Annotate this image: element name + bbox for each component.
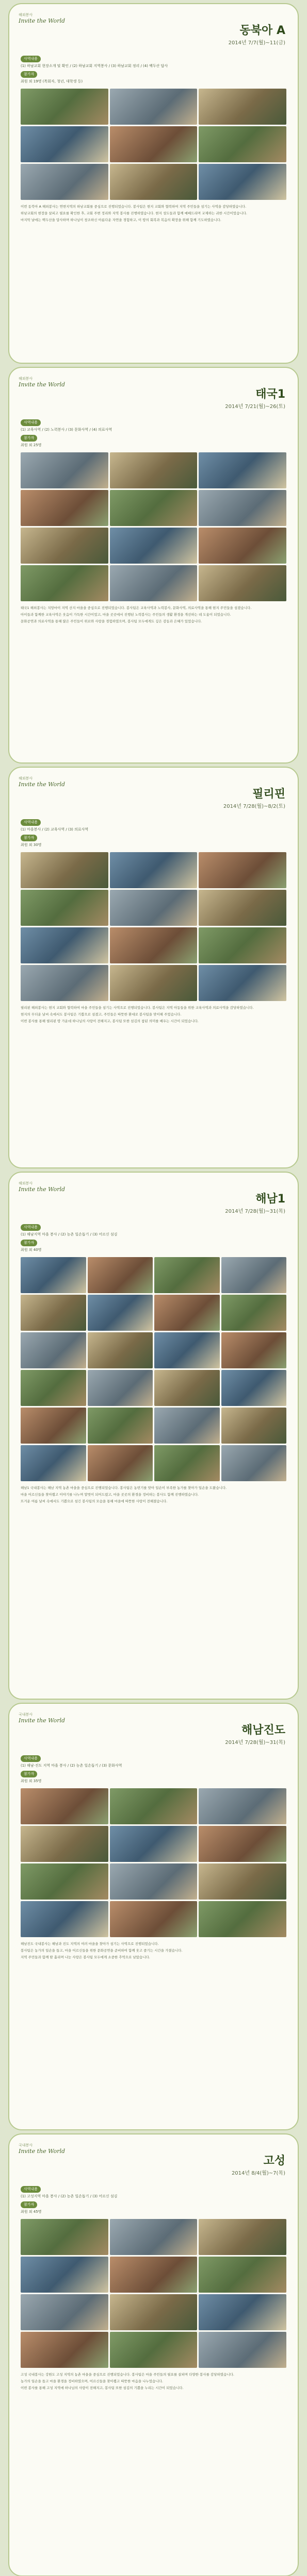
section-info	[21, 2184, 286, 2215]
brand-logo	[19, 1181, 65, 1193]
photo	[221, 1257, 287, 1293]
photo	[199, 1826, 286, 1862]
participants-text: 최원 외 35명	[21, 1779, 42, 1783]
photo	[21, 1863, 108, 1900]
photo	[21, 1295, 86, 1331]
photo	[199, 2294, 286, 2330]
section-title: 해남진도	[241, 1724, 285, 1737]
photo	[199, 852, 286, 888]
section-card	[8, 367, 299, 764]
section-date: 2014년 7/28(월)~31(목)	[225, 1740, 285, 1745]
brand-sub: 국내봉사	[19, 1713, 33, 1717]
section-date: 2014년 7/21(월)~26(토)	[225, 404, 285, 410]
photo	[110, 965, 198, 1001]
photo	[199, 890, 286, 926]
participants-tag: 참가자	[21, 71, 37, 78]
section-date: 2014년 7/28(월)~31(목)	[225, 1209, 285, 1214]
photo	[21, 490, 108, 526]
photo	[21, 1370, 86, 1406]
photo	[21, 965, 108, 1001]
photo	[110, 126, 198, 162]
photo	[110, 528, 198, 564]
brand-text: Invite the World	[19, 781, 66, 788]
photo	[110, 1788, 198, 1824]
photo	[199, 927, 286, 963]
activities-tag: 사역내용	[21, 56, 41, 62]
body-paragraph: 마지막 날에는 백두산을 답사하며 하나님이 창조하신 아름다운 자연을 경험하고, 이 땅의 회복과 복음의 확장을 위해 함께 기도하였습니다.	[21, 218, 221, 222]
section-body	[21, 605, 286, 624]
participants-tag: 참가자	[21, 1240, 37, 1246]
section-info	[21, 1753, 286, 1784]
participants-text: 최원 외 45명	[21, 2210, 42, 2214]
brand-logo	[19, 376, 65, 388]
photo	[199, 1901, 286, 1937]
photo-grid	[21, 1788, 286, 1937]
brand-sub: 해외봉사	[19, 13, 33, 17]
section-card	[8, 3, 299, 364]
photo	[21, 927, 108, 963]
photo	[110, 2332, 198, 2368]
photo	[199, 452, 286, 488]
photo	[21, 2332, 108, 2368]
photo	[154, 1295, 220, 1331]
section-body	[21, 1941, 286, 1960]
photo-grid	[21, 1257, 286, 1481]
photo	[154, 1370, 220, 1406]
photo	[110, 452, 198, 488]
page	[0, 3, 307, 2576]
activities-tag: 사역내용	[21, 2186, 41, 2193]
photo	[221, 1295, 287, 1331]
brand-sub: 해외봉사	[19, 1181, 33, 1185]
photo	[110, 2294, 198, 2330]
brand-sub: 해외봉사	[19, 776, 33, 781]
brand-text: Invite the World	[19, 381, 66, 388]
section-card	[8, 1703, 299, 2130]
photo	[154, 1257, 220, 1293]
photo	[110, 890, 198, 926]
section-card	[8, 1172, 299, 1700]
participants-tag: 참가자	[21, 1771, 37, 1777]
brand-logo	[19, 2143, 65, 2155]
body-paragraph: 이번 봉사를 통해 고성 지역에 하나님의 사랑이 전해지고, 봉사팀 또한 섬김의 기쁨을 누리는 시간이 되었습니다.	[21, 2386, 184, 2390]
activities-text: (1) 하남교회 현장소개 및 확인 / (2) 하남교회 지역봉사 / (3) 하남교회 정리 / (4) 백두산 답사	[21, 64, 168, 68]
photo	[221, 1445, 287, 1481]
body-paragraph: 이번 동북아 A 해외봉사는 연변지역의 하남교회를 중심으로 진행되었습니다. 봉사팀은 현지 교회와 협력하여 지역 주민들을 섬기는 사역을 감당하였습니다.	[21, 205, 247, 209]
photo	[21, 1332, 86, 1368]
photo-grid	[21, 452, 286, 601]
activities-text: (1) 해남지역 마을 봉사 / (2) 농촌 일손돕기 / (3) 어르신 섬김	[21, 1232, 118, 1236]
section-date: 2014년 7/28(월)~8/2(토)	[223, 804, 285, 809]
activities-tag: 사역내용	[21, 819, 41, 826]
section-header	[9, 368, 298, 417]
body-paragraph: 이번 봉사를 통해 필리핀 땅 가운데 하나님의 사랑이 전해지고, 봉사팀 또한 섬김의 참된 의미를 배우는 시간이 되었습니다.	[21, 1019, 199, 1023]
photo-grid	[21, 89, 286, 200]
section-title: 해남1	[255, 1193, 285, 1206]
section-info	[21, 417, 286, 448]
photo	[110, 1863, 198, 1900]
brand-text: Invite the World	[19, 18, 66, 24]
photo	[88, 1408, 153, 1444]
activities-tag: 사역내용	[21, 1755, 41, 1762]
photo	[199, 528, 286, 564]
section-info	[21, 54, 286, 84]
body-paragraph: 해남진도 국내봉사는 해남과 진도 지역의 여러 마을을 찾아가 섬기는 사역으로 진행되었습니다.	[21, 1942, 159, 1946]
photo	[21, 1257, 86, 1293]
body-paragraph: 아이들과 함께한 교육사역은 웃음이 가득한 시간이었고, 마을 곳곳에서 진행된 노력봉사는 주민들의 생활 환경을 개선하는 데 도움이 되었습니다.	[21, 613, 231, 617]
photo	[199, 1788, 286, 1824]
photo	[21, 164, 108, 200]
photo	[21, 89, 108, 125]
photo	[199, 565, 286, 601]
activities-text: (1) 교육사역 / (2) 노력봉사 / (3) 문화사역 / (4) 의료사역	[21, 428, 112, 432]
participants-text: 최원 외 30명	[21, 843, 42, 847]
photo	[221, 1370, 287, 1406]
photo	[21, 890, 108, 926]
photo	[221, 1332, 287, 1368]
photo	[110, 89, 198, 125]
section-header	[9, 1704, 298, 1753]
section-info	[21, 817, 286, 848]
activities-tag: 사역내용	[21, 1224, 41, 1231]
section-header	[9, 768, 298, 817]
photo	[21, 126, 108, 162]
body-paragraph: 필리핀 해외봉사는 현지 교회와 협력하여 마을 주민들을 섬기는 사역으로 진행되었습니다. 봉사팀은 지역 아동들을 위한 교육사역과 의료사역을 감당하였습니다.	[21, 1006, 254, 1010]
photo	[199, 89, 286, 125]
photo-grid	[21, 852, 286, 1001]
section-header	[9, 2134, 298, 2184]
participants-text: 최원 외 19명 (목회자, 청년, 대학생 등)	[21, 79, 83, 83]
photo	[21, 2219, 108, 2255]
photo	[110, 1901, 198, 1937]
section-header	[9, 1173, 298, 1222]
photo	[88, 1332, 153, 1368]
photo	[21, 2294, 108, 2330]
photo	[154, 1445, 220, 1481]
photo	[199, 965, 286, 1001]
participants-tag: 참가자	[21, 435, 37, 442]
photo	[21, 1408, 86, 1444]
photo	[88, 1370, 153, 1406]
brand-logo	[19, 1712, 65, 1724]
brand-text: Invite the World	[19, 1717, 66, 1724]
section-header	[9, 4, 298, 54]
activities-tag: 사역내용	[21, 419, 41, 426]
photo	[21, 852, 108, 888]
body-paragraph: 지역 주민들과 함께 땀 흘리며 나눈 사랑은 봉사팀 모두에게 소중한 추억으로 남았습니다.	[21, 1955, 150, 1959]
participants-text: 최원 외 40명	[21, 1248, 42, 1252]
brand-logo	[19, 12, 65, 24]
section-date: 2014년 7/7(월)~11(금)	[228, 40, 285, 46]
activities-text: (1) 마을봉사 / (2) 교육사역 / (3) 의료사역	[21, 827, 89, 832]
photo	[199, 2332, 286, 2368]
photo	[110, 927, 198, 963]
photo	[199, 126, 286, 162]
photo	[21, 565, 108, 601]
participants-text: 최원 외 25명	[21, 443, 42, 447]
participants-tag: 참가자	[21, 835, 37, 841]
body-paragraph: 태국1 해외봉사는 치앙마이 지역 산지 마을을 중심으로 진행되었습니다. 봉사팀은 교육사역과 노력봉사, 문화사역, 의료사역을 통해 현지 주민들을 섬겼습니다.	[21, 606, 252, 610]
body-paragraph: 하남교회의 현장을 살피고 필요를 확인한 후, 교회 주변 정리와 지역 봉사를 진행하였습니다. 현지 성도들과 함께 예배드리며 교제하는 귀한 시간이었습니다.	[21, 211, 247, 215]
photo	[21, 452, 108, 488]
section-info	[21, 1222, 286, 1253]
photo	[199, 1863, 286, 1900]
activities-text: (1) 고성지역 마을 봉사 / (2) 농촌 일손돕기 / (3) 어르신 섬김	[21, 2194, 118, 2198]
photo	[154, 1332, 220, 1368]
activities-text: (1) 해남·진도 지역 마을 봉사 / (2) 농촌 일손돕기 / (3) 문화사역	[21, 1764, 122, 1768]
brand-sub: 국내봉사	[19, 2143, 33, 2147]
body-paragraph: 현지의 무더운 날씨 속에서도 봉사팀은 기쁨으로 섬겼고, 주민들은 따뜻한 환대로 봉사팀을 맞이해 주었습니다.	[21, 1012, 182, 1016]
photo	[199, 490, 286, 526]
brand-text: Invite the World	[19, 2148, 66, 2155]
body-paragraph: 문화공연과 의료사역을 통해 많은 주민들이 위로와 사랑을 경험하였으며, 봉사팀 모두에게도 깊은 감동과 은혜가 있었습니다.	[21, 619, 202, 623]
body-paragraph: 봉사팀은 농가의 일손을 돕고, 마을 어르신들을 위한 문화공연을 준비하여 함께 웃고 즐기는 시간을 가졌습니다.	[21, 1948, 183, 1953]
photo-grid	[21, 2219, 286, 2368]
photo	[110, 565, 198, 601]
body-paragraph: 고성 국내봉사는 강원도 고성 지역의 농촌 마을을 중심으로 진행되었습니다. 봉사팀은 마을 주민들의 필요를 살피며 다양한 봉사를 감당하였습니다.	[21, 2372, 234, 2377]
photo	[110, 852, 198, 888]
photo	[110, 2219, 198, 2255]
participants-tag: 참가자	[21, 2201, 37, 2208]
section-date: 2014년 8/4(월)~7(목)	[231, 2171, 285, 2176]
body-paragraph: 해남1 국내봉사는 해남 지역 농촌 마을을 중심으로 진행되었습니다. 봉사팀은 농번기를 맞아 일손이 부족한 농가를 찾아가 일손을 도왔습니다.	[21, 1486, 227, 1490]
photo	[88, 1295, 153, 1331]
photo	[21, 1826, 108, 1862]
brand-sub: 해외봉사	[19, 377, 33, 381]
section-title: 필리핀	[252, 788, 285, 801]
photo	[110, 164, 198, 200]
photo	[21, 1901, 108, 1937]
photo	[21, 1445, 86, 1481]
section-body	[21, 1485, 286, 1504]
body-paragraph: 마을 어르신들을 찾아뵙고 이야기를 나누며 말벗이 되어드렸고, 마을 곳곳의 환경을 정비하는 봉사도 함께 진행하였습니다.	[21, 1493, 199, 1497]
brand-text: Invite the World	[19, 1186, 66, 1193]
photo	[199, 164, 286, 200]
brand-logo	[19, 776, 65, 788]
photo	[21, 528, 108, 564]
photo	[154, 1408, 220, 1444]
body-paragraph: 뜨거운 여름 날씨 속에서도 기쁨으로 섬긴 봉사팀의 모습을 통해 마을에 따뜻한 사랑이 전해졌습니다.	[21, 1499, 168, 1503]
photo	[199, 2219, 286, 2255]
section-card	[8, 2133, 299, 2576]
photo	[21, 2257, 108, 2293]
photo	[88, 1445, 153, 1481]
photo	[21, 1788, 108, 1824]
photo	[110, 490, 198, 526]
photo	[110, 1826, 198, 1862]
section-card	[8, 767, 299, 1168]
body-paragraph: 농가의 일손을 돕고 마을 환경을 정비하였으며, 어르신들을 찾아뵙고 따뜻한 마음을 나누었습니다.	[21, 2379, 163, 2383]
photo	[88, 1257, 153, 1293]
section-body	[21, 1005, 286, 1024]
section-title: 동북아 A	[239, 24, 285, 37]
section-title: 고성	[263, 2155, 285, 2167]
section-title: 태국1	[255, 388, 285, 401]
photo	[199, 2257, 286, 2293]
photo	[110, 2257, 198, 2293]
section-body	[21, 2372, 286, 2391]
section-body	[21, 204, 286, 223]
photo	[221, 1408, 287, 1444]
